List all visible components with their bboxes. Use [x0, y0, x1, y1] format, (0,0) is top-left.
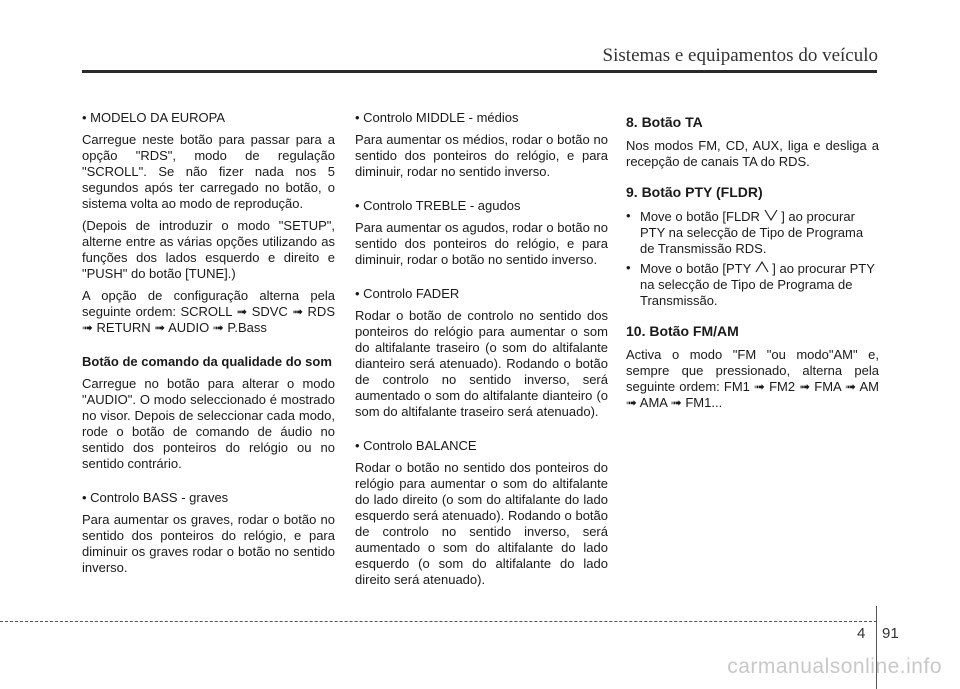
header-rule	[82, 70, 877, 73]
paragraph-rds: Carregue neste botão para passar para a opção "RDS", modo de regulação "SCROLL". Se não fizer nada nos 5 segundos após ter carregado no botão, o sistema volta ao modo de reprodução.	[82, 132, 335, 211]
pty-up-text-end: ] ao procurar PTY na selecção de Tipo de Programa de Transmissão.	[640, 261, 875, 308]
paragraph-ta: Nos modos FM, CD, AUX, liga e desliga a recepção de canais TA do RDS.	[626, 138, 879, 169]
paragraph-fmam: Activa o modo "FM "ou modo"AM" e, sempre que pressionado, alterna pela seguinte ordem: FM1 ➟ FM2 ➟ FMA ➟ AM ➟ AMA ➟ FM1...	[626, 347, 879, 410]
bullet-bass: • Controlo BASS - graves	[82, 490, 229, 505]
heading-pty: 9. Botão PTY (FLDR)	[626, 184, 763, 200]
paragraph-fader: Rodar o botão de controlo no sentido dos ponteiros do relógio para aumentar o som do altifalante traseiro (o som do altifalante dianteiro será atenuado). Rodando o botão de controlo no sentido inverso, será aumentado o som do altifalante dianteiro (o som do altifalante traseiro será atenuado).	[355, 308, 608, 419]
pty-down-text-end: ] ao procurar PTY na selecção de Tipo de Programa de Transmissão RDS.	[640, 209, 864, 256]
bullet-dot: •	[626, 208, 631, 223]
paragraph-audio: Carregue no botão para alterar o modo "AUDIO". O modo seleccionado é mostrado no visor. Depois de seleccionar cada modo, rode o botão de comando de áudio no sentido dos ponteiros do relógio ou no sentido contrário.	[82, 376, 335, 471]
paragraph-setup: (Depois de introduzir o modo "SETUP", alterne entre as várias opções utilizando as funções dos lados esquerdo e direito e "PUSH" do botão [TUNE].)	[82, 218, 335, 281]
pty-down-text-start: Move o botão [FLDR	[640, 209, 760, 224]
bullet-fader: • Controlo FADER	[355, 286, 460, 301]
paragraph-treble: Para aumentar os agudos, rodar o botão no sentido dos ponteiros do relógio, e para diminuir, rodar o botão no sentido inverso.	[355, 220, 608, 267]
chevron-down-icon	[764, 208, 778, 222]
paragraph-balance: Rodar o botão no sentido dos ponteiros do relógio para aumentar o som do altifalante do lado direito (o som do altifalante do lado esquerdo será atenuado). Rodando o botão de controlo no sentido inverso, será aumentado o som do altifalante do lado esquerdo (o som do altifalante do lado direito será atenuado).	[355, 460, 608, 587]
header-title: Sistemas e equipamentos do veículo	[602, 45, 878, 66]
pty-up-text-start: Move o botão [PTY	[640, 261, 752, 276]
paragraph-sequence: A opção de configuração alterna pela seguinte ordem: SCROLL ➟ SDVC ➟ RDS ➟ RETURN ➟ AUDIO ➟ P.Bass	[82, 288, 335, 335]
heading-fmam: 10. Botão FM/AM	[626, 323, 739, 339]
heading-ta: 8. Botão TA	[626, 114, 703, 130]
section-number: 4	[857, 625, 866, 642]
column-3	[626, 110, 879, 417]
list-item-pty-up	[626, 260, 879, 309]
column-2	[355, 110, 608, 594]
paragraph-middle: Para aumentar os médios, rodar o botão no sentido dos ponteiros do relógio, e para diminuir, rodar no sentido inverso.	[355, 132, 608, 179]
bullet-europa: • MODELO DA EUROPA	[82, 110, 226, 125]
watermark: carmanualsonline.info	[727, 655, 942, 678]
bullet-dot: •	[626, 260, 631, 275]
paragraph-bass: Para aumentar os graves, rodar o botão no sentido dos ponteiros do relógio, e para diminuir os graves rodar o botão no sentido inverso.	[82, 512, 335, 575]
bullet-treble: • Controlo TREBLE - agudos	[355, 198, 521, 213]
bullet-middle: • Controlo MIDDLE - médios	[355, 110, 519, 125]
heading-sound-quality: Botão de comando da qualidade do som	[82, 354, 332, 369]
page-number: 91	[882, 625, 899, 642]
column-1	[82, 110, 335, 582]
bullet-balance: • Controlo BALANCE	[355, 438, 477, 453]
list-item-pty-down	[626, 208, 879, 257]
chevron-up-icon	[755, 260, 769, 274]
footer-rule	[0, 621, 877, 622]
